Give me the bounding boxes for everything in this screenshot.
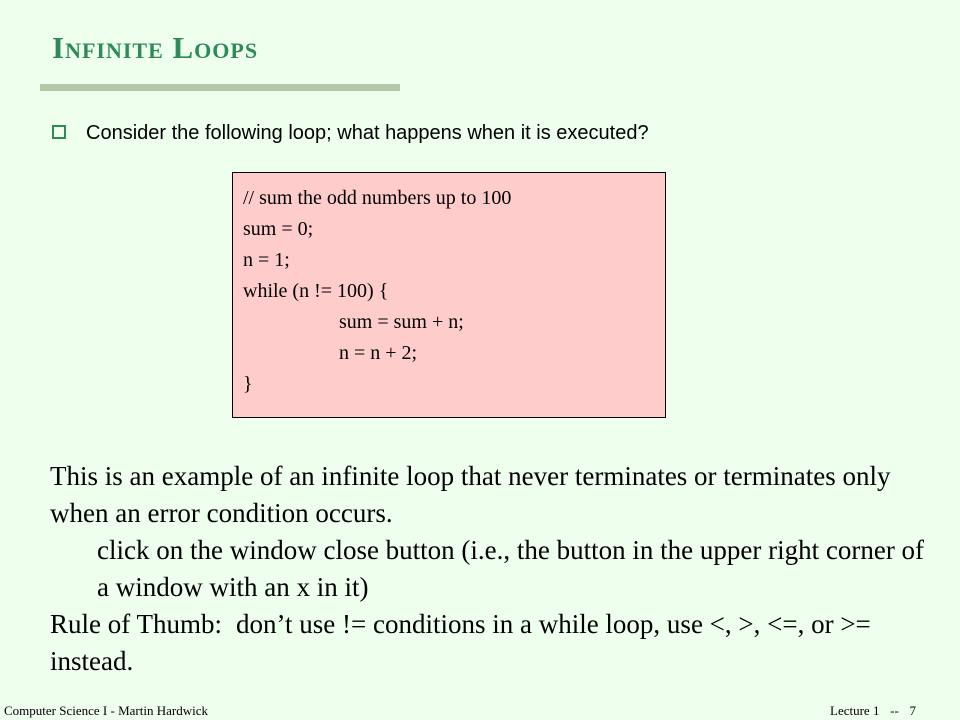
footer-page-number: 7 (909, 703, 916, 718)
title-underline (40, 84, 400, 91)
code-line: n = 1; (243, 249, 290, 271)
body-text (50, 458, 930, 680)
footer-page-info (830, 703, 916, 719)
code-block (232, 172, 666, 418)
paragraph-infinite-loop: This is an example of an infinite loop that never terminates or terminates only when an error condition occurs. (50, 461, 891, 528)
rule-of-thumb-label: Rule of Thumb: (50, 609, 222, 639)
paragraph-rule-of-thumb (50, 606, 930, 680)
code-line: n = n + 2; (339, 342, 418, 364)
footer-lecture: Lecture 1 (830, 703, 880, 718)
code-line: sum = sum + n; (339, 311, 464, 333)
rule-of-thumb-text: don’t use != conditions in a while loop, use <, >, <=, or >= instead. (50, 609, 871, 676)
bullet-text: Consider the following loop; what happens when it is executed? (86, 122, 649, 144)
code-line: while (n != 100) { (243, 280, 389, 302)
code-line: sum = 0; (243, 218, 314, 240)
code-line: // sum the odd numbers up to 100 (243, 187, 512, 209)
checkbox-bullet-icon (52, 125, 66, 139)
slide-title: Infinite Loops (52, 30, 259, 65)
code-line: } (243, 373, 253, 395)
footer-separator: -- (890, 703, 899, 718)
footer-course: Computer Science I - Martin Hardwick (4, 703, 208, 718)
paragraph-close-button: click on the window close button (i.e., the button in the upper right corner of a window with an x in it) (97, 535, 925, 602)
